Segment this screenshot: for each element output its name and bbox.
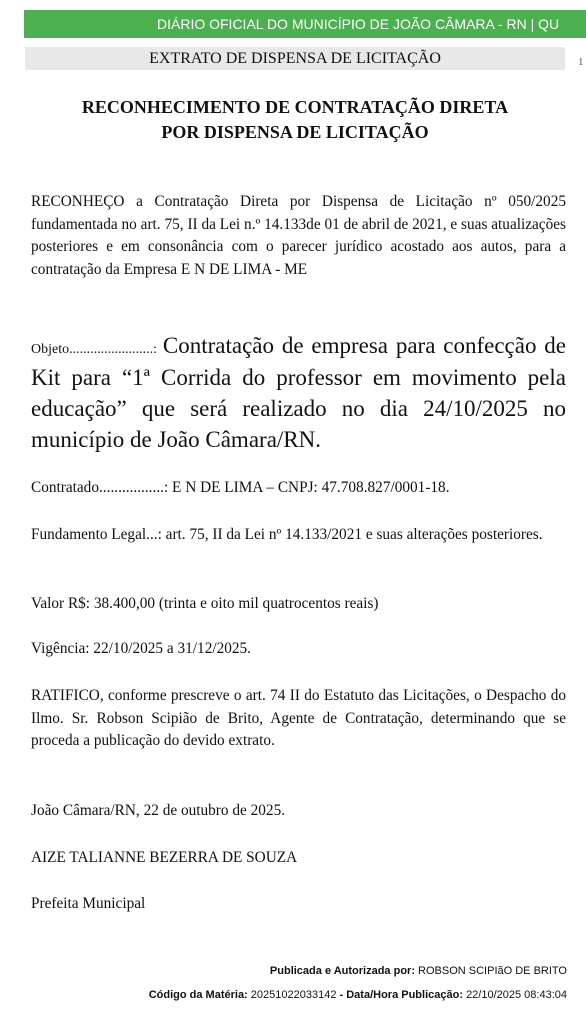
datetime-label: - Data/Hora Publicação: <box>339 989 463 1001</box>
side-mark: 1 <box>578 56 584 68</box>
valor-line: Valor R$: 38.400,00 (trinta e oito mil quatrocentos reais) <box>31 595 379 612</box>
signer-role: Prefeita Municipal <box>31 895 146 912</box>
publication-authorization <box>270 965 567 977</box>
published-label: Publicada e Autorizada por: <box>269 965 415 977</box>
published-by: ROBSON SCIPIãO DE BRITO <box>418 965 567 977</box>
journal-title: DIÁRIO OFICIAL DO MUNICÍPIO DE JOÃO CÂMARA - RN | QU <box>157 16 560 32</box>
section-title: EXTRATO DE DISPENSA DE LICITAÇÃO <box>25 47 565 70</box>
fundamento-paragraph: Fundamento Legal...: art. 75, II da Lei nº 14.133/2021 e suas alterações posteriores. <box>31 526 543 543</box>
title-line-2: POR DISPENSA DE LICITAÇÃO <box>161 122 429 142</box>
ratifico-paragraph: RATIFICO, conforme prescreve o art. 74 II do Estatuto das Licitações, o Despacho do Ilmo. Sr. Robson Scipião de Brito, Agente de Contratação, determinando que se proceda a publicação do devido extrato. <box>31 687 566 749</box>
objeto-label: Objeto........................: <box>31 342 157 357</box>
place-date: João Câmara/RN, 22 de outubro de 2025. <box>31 802 286 819</box>
vigencia-line: Vigência: 22/10/2025 a 31/12/2025. <box>31 640 252 657</box>
code-label: Código da Matéria: <box>148 989 248 1001</box>
publication-metadata <box>149 989 567 1001</box>
document-title <box>25 95 565 145</box>
recognition-paragraph: RECONHEÇO a Contratação Direta por Dispensa de Licitação nº 050/2025 fundamentada no art. 75, II da Lei n.º 14.133de 01 de abril de 2021, e suas atualizações posteriores e em consonância com o parecer jurídico acostado aos autos, para a contratação da Empresa E N DE LIMA - ME <box>31 193 566 278</box>
objeto-paragraph <box>31 330 566 455</box>
datetime-value: 22/10/2025 08:43:04 <box>466 989 567 1001</box>
contratado-line: Contratado.................: E N DE LIMA – CNPJ: 47.708.827/0001-18. <box>31 479 450 496</box>
title-line-1: RECONHECIMENTO DE CONTRATAÇÃO DIRETA <box>81 97 509 117</box>
code-value: 20251022033142 <box>250 989 337 1001</box>
journal-header-bar <box>24 10 586 38</box>
objeto-text: Contratação de empresa para confecção de Kit para “1ª Corrida do professor em movimento pela educação” que será realizado no dia 24/10/2025 no município de João Câmara/RN. <box>31 333 566 452</box>
signer-name: AIZE TALIANNE BEZERRA DE SOUZA <box>31 849 298 866</box>
